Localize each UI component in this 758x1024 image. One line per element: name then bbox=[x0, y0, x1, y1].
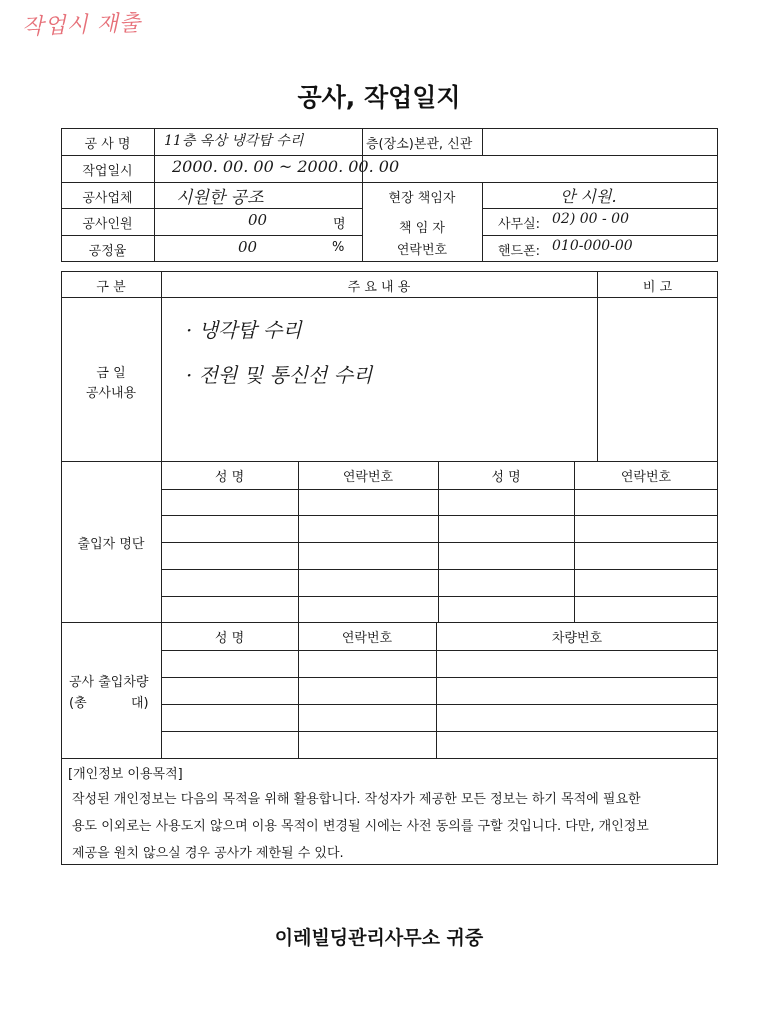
progress-unit: % bbox=[332, 240, 345, 255]
floor-label: 층(장소)본관, 신관 bbox=[366, 137, 473, 152]
mobile-value: 010-000-00 bbox=[552, 238, 633, 254]
today-label-1: 금 일 bbox=[96, 366, 126, 381]
progress-value: 00 bbox=[238, 238, 258, 256]
remarks-header: 비 고 bbox=[642, 280, 673, 295]
project-name-label: 공 사 명 bbox=[84, 137, 131, 152]
privacy-line-1: 작성된 개인정보는 다음의 목적을 위해 활용합니다. 작성자가 제공한 모든 정보는 하기 목적에 필요한 bbox=[72, 792, 641, 807]
work-item-1: · 냉각탑 수리 bbox=[186, 318, 302, 342]
vehicle-header-plate: 차량번호 bbox=[551, 631, 603, 646]
office-label: 사무실: bbox=[498, 217, 541, 232]
contractor-label: 공사업체 bbox=[82, 191, 133, 206]
progress-label: 공정율 bbox=[88, 244, 127, 259]
page-title: 공사, 작업일지 bbox=[297, 83, 461, 112]
office-value: 02) 00 - 00 bbox=[552, 211, 629, 227]
work-date-label: 작업일시 bbox=[82, 164, 133, 179]
content-header: 주 요 내 용 bbox=[347, 280, 411, 295]
privacy-line-2: 용도 이외로는 사용도지 않으며 이용 목적이 변경될 시에는 사전 동의를 구할 것입니다. 다만, 개인정보 bbox=[72, 819, 649, 834]
work-item-2: · 전원 및 통신선 수리 bbox=[186, 363, 373, 387]
site-manager-value: 안 시원. bbox=[560, 187, 617, 206]
visitor-header-name-1: 성 명 bbox=[214, 470, 245, 485]
workers-value: 00 bbox=[248, 211, 268, 229]
vehicles-label-3: 대) bbox=[131, 696, 149, 711]
vehicles-label-1: 공사 출입차량 bbox=[69, 675, 149, 690]
contractor-value: 시원한 공조 bbox=[176, 188, 264, 208]
visitor-header-contact-2: 연락번호 bbox=[620, 470, 672, 485]
workers-unit: 명 bbox=[333, 217, 346, 232]
project-name-value: 11층 옥상 냉각탑 수리 bbox=[164, 133, 304, 149]
contact-label-2: 연락번호 bbox=[396, 243, 448, 258]
visitors-label: 출입자 명단 bbox=[77, 537, 145, 552]
visitor-header-name-2: 성 명 bbox=[491, 470, 521, 485]
vehicle-header-contact: 연락번호 bbox=[341, 631, 393, 646]
footer-recipient: 이레빌딩관리사무소 귀중 bbox=[274, 927, 484, 949]
today-label-2: 공사내용 bbox=[85, 386, 137, 401]
handwritten-stamp: 작업시 재출 bbox=[21, 10, 142, 41]
vehicles-label-2: (총 bbox=[69, 696, 87, 711]
site-manager-label: 현장 책임자 bbox=[388, 191, 456, 206]
work-date-value: 2000. 00. 00 ~ 2000. 00. 00 bbox=[172, 157, 400, 176]
privacy-title: [개인정보 이용목적] bbox=[68, 767, 183, 782]
contact-label-1: 책 임 자 bbox=[399, 221, 445, 236]
privacy-line-3: 제공을 원치 않으실 경우 공사가 제한될 수 있다. bbox=[72, 846, 344, 861]
visitor-header-contact-1: 연락번호 bbox=[342, 470, 394, 485]
workers-label: 공사인원 bbox=[82, 217, 133, 232]
vehicle-header-name: 성 명 bbox=[214, 631, 245, 646]
mobile-label: 핸드폰: bbox=[498, 244, 541, 259]
category-header: 구 분 bbox=[96, 280, 126, 295]
